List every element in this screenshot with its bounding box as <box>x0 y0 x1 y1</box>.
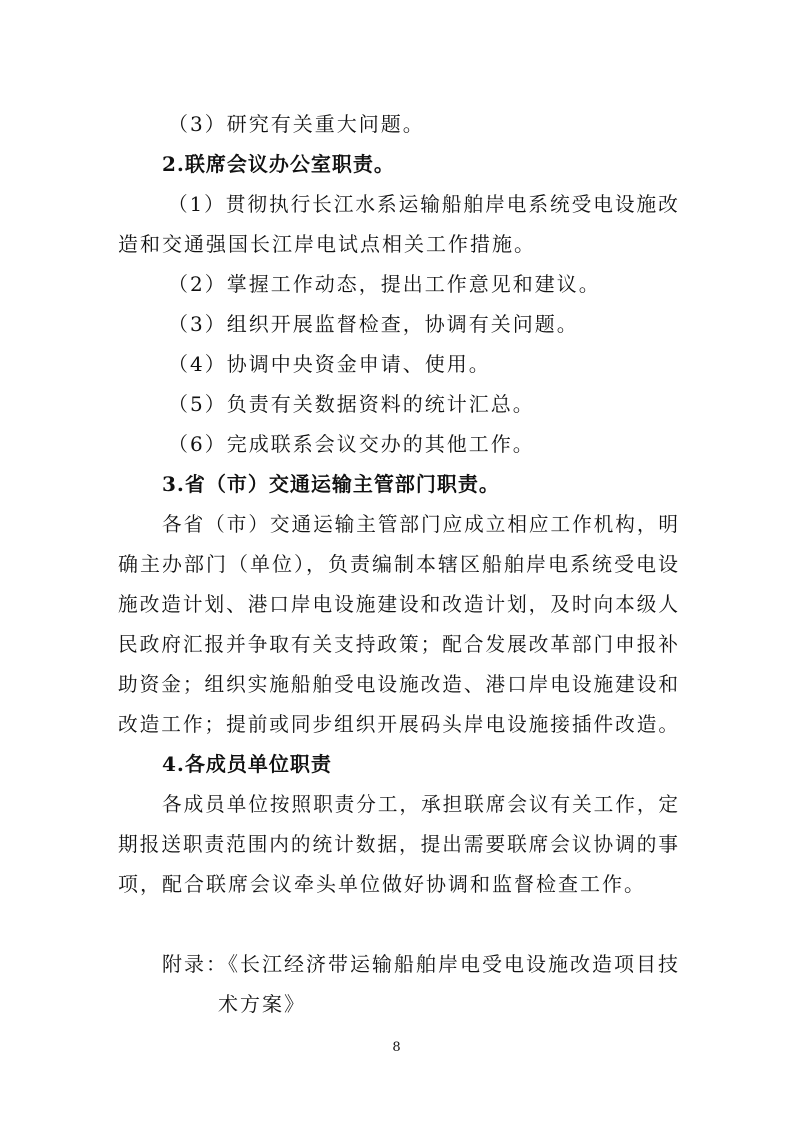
paragraph-line: 施改造计划、港口岸电设施建设和改造计划，及时向本级人 <box>118 592 680 616</box>
paragraph-line: （5）负责有关数据资料的统计汇总。 <box>168 392 535 416</box>
paragraph-line: （1）贯彻执行长江水系运输船舶岸电系统受电设施改 <box>168 192 680 216</box>
paragraph-line: 各省（市）交通运输主管部门应成立相应工作机构，明 <box>162 512 681 536</box>
appendix-line: 术方案》 <box>218 992 306 1016</box>
paragraph-line: （4）协调中央资金申请、使用。 <box>168 352 491 376</box>
paragraph-line: 助资金；组织实施船舶受电设施改造、港口岸电设施建设和 <box>118 672 680 696</box>
paragraph-line: （3）组织开展监督检查，协调有关问题。 <box>168 312 579 336</box>
section-heading: 4.各成员单位职责 <box>162 752 332 776</box>
paragraph-line: 期报送职责范围内的统计数据，提出需要联席会议协调的事 <box>118 832 680 856</box>
paragraph-line: （3）研究有关重大问题。 <box>168 112 425 136</box>
paragraph-line: 项，配合联席会议牵头单位做好协调和监督检查工作。 <box>118 872 646 896</box>
appendix-line: 附录：《长江经济带运输船舶岸电受电设施改造项目技 <box>162 952 680 976</box>
page-number: 8 <box>392 1040 401 1055</box>
paragraph-line: 确主办部门（单位），负责编制本辖区船舶岸电系统受电设 <box>118 552 680 576</box>
section-heading: 3.省（市）交通运输主管部门职责。 <box>162 472 500 496</box>
section-heading: 2.联席会议办公室职责。 <box>162 152 395 176</box>
paragraph-line: （6）完成联系会议交办的其他工作。 <box>168 432 535 456</box>
paragraph-line: 各成员单位按照职责分工，承担联席会议有关工作，定 <box>162 792 681 816</box>
paragraph-line: （2）掌握工作动态，提出工作意见和建议。 <box>168 272 601 296</box>
paragraph-line: 民政府汇报并争取有关支持政策；配合发展改革部门申报补 <box>118 632 680 656</box>
paragraph-line: 造和交通强国长江岸电试点相关工作措施。 <box>118 232 536 256</box>
paragraph-line: 改造工作；提前或同步组织开展码头岸电设施接插件改造。 <box>118 712 680 736</box>
